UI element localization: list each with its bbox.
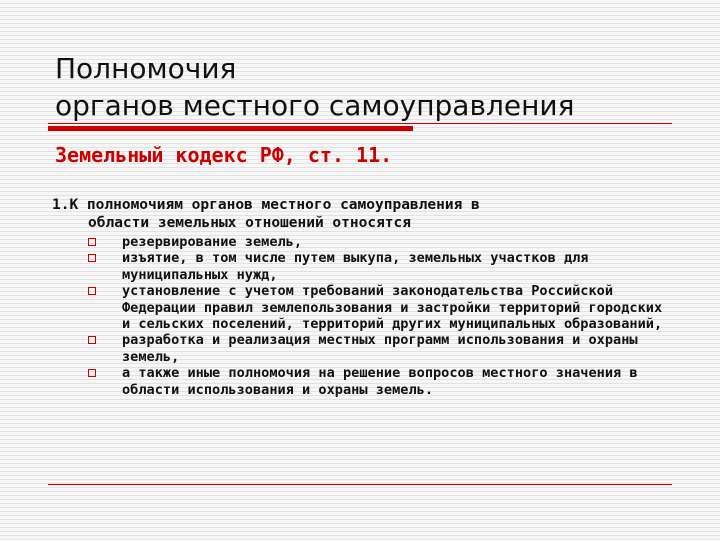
list-item-text: а также иные полномочия на решение вопросов местного значения в области использования и охраны земель.	[122, 365, 638, 398]
list-item-text: разработка и реализация местных программ использования и охраны земель,	[122, 332, 638, 365]
intro-line-2: области земельных отношений относятся	[88, 215, 412, 231]
hollow-square-icon	[88, 254, 96, 262]
list-item	[52, 250, 692, 283]
title-divider-line	[48, 123, 672, 124]
intro-line-1: 1.К полномочиям органов местного самоуправления в	[52, 197, 480, 213]
list-item	[52, 234, 692, 250]
list-item-text: резервирование земель,	[122, 234, 303, 250]
list-item	[52, 283, 692, 332]
hollow-square-icon	[88, 369, 96, 377]
bullet-list	[52, 234, 692, 398]
slide-title	[55, 50, 615, 124]
list-item-text: установление с учетом требований законодательства Российской Федерации правил землепользования и застройки территорий городских и сельских поселений, территорий других муниципальных образований,	[122, 283, 663, 333]
hollow-square-icon	[88, 238, 96, 246]
title-line-1: Полномочия	[55, 52, 237, 85]
list-item	[52, 332, 692, 365]
hollow-square-icon	[88, 336, 96, 344]
title-accent-bar	[48, 126, 413, 131]
footer-divider-line	[48, 484, 672, 485]
slide-subtitle: Земельный кодекс РФ, ст. 11.	[55, 143, 393, 167]
list-item-text: изъятие, в том числе путем выкупа, земельных участков для муниципальных нужд,	[122, 250, 589, 283]
slide-body	[52, 196, 692, 398]
title-line-2: органов местного самоуправления	[55, 89, 575, 122]
list-item	[52, 365, 692, 398]
hollow-square-icon	[88, 287, 96, 295]
